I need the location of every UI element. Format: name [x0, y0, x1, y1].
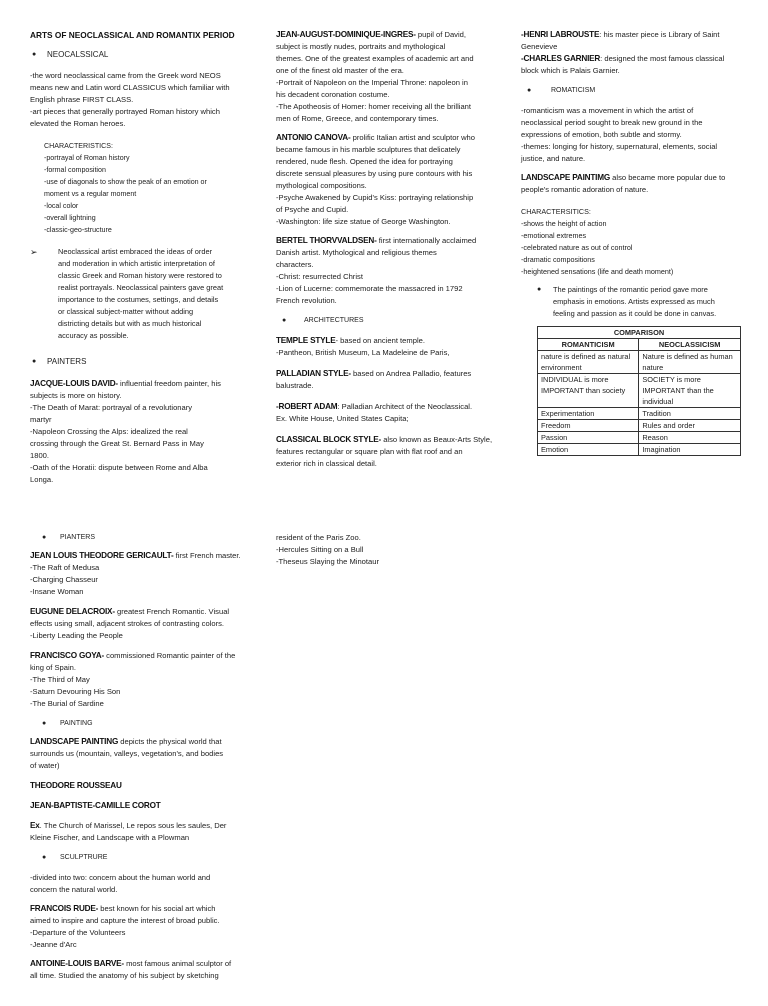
bullet-icon: ● — [32, 51, 37, 58]
text-line: people's romantic adoration of nature. — [521, 185, 649, 194]
text-line: also became more popular due to — [610, 173, 726, 182]
ingres-entry — [276, 29, 494, 125]
section-painting — [30, 718, 248, 730]
section-label: ARCHITECTURES — [304, 317, 364, 324]
section-romanticism — [521, 85, 739, 97]
sculpture-paragraph — [30, 872, 248, 896]
text-line: -Liberty Leading the People — [30, 631, 123, 640]
style-name: PALLADIAN STYLE- — [276, 369, 351, 378]
text-line: means new and Latin word CLASSICUS which familiar with — [30, 83, 230, 92]
table-cell: Tradition — [639, 408, 741, 420]
table-cell: Nature is defined as human nature — [639, 351, 741, 374]
artist-name: JEAN LOUIS THEODORE GERICAULT- — [30, 551, 174, 560]
text-line: -Theseus Slaying the Minotaur — [276, 557, 379, 566]
text-line: accuracy as possible. — [58, 331, 129, 340]
text-line: neoclassical period sought to break new ground in the — [521, 118, 703, 127]
text-line: Kleine Fischer, and Landscape with a Plowman — [30, 833, 190, 842]
bullet-icon: ● — [282, 317, 287, 324]
text-line: Ex. White House, United States Capita; — [276, 414, 409, 423]
text-line: and moderation in which artistic interpretation of — [58, 259, 215, 268]
text-line: -art pieces that generally portrayed Roman history which — [30, 107, 220, 116]
text-line: -heightened sensations (life and death moment) — [521, 267, 674, 276]
text-line: English phrase FIRST CLASS. — [30, 95, 134, 104]
text-line: subject is mostly nudes, portraits and mythological — [276, 42, 446, 51]
column-1 — [30, 29, 248, 492]
text-line: -Pantheon, British Museum, La Madeleine de Paris, — [276, 348, 450, 357]
text-line: also known as Beaux-Arts Style, — [381, 435, 493, 444]
text-line: feeling and passion as it could be done in canvas. — [553, 309, 717, 318]
text-line: The paintings of the romantic period gave more — [553, 285, 708, 294]
text-line: -Napoleon Crossing the Alps: idealized the real — [30, 427, 188, 436]
text-line: resident of the Paris Zoo. — [276, 533, 361, 542]
text-line: all time. Studied the anatomy of his subject by sketching — [30, 971, 219, 980]
artist-name: JEAN-BAPTISTE-CAMILLE COROT — [30, 801, 161, 810]
text-line: -dramatic compositions — [521, 255, 595, 264]
text-line: one of the finest old master of the era. — [276, 66, 404, 75]
document-title: ARTS OF NEOCLASSICAL AND ROMANTIX PERIOD — [30, 30, 235, 40]
characteristics-list — [30, 140, 248, 236]
text-line: : his master piece is Library of Saint — [599, 30, 720, 39]
text-line: characters. — [276, 260, 314, 269]
text-line: -Washington: life size statue of George Washington. — [276, 217, 451, 226]
text-line: aimed to inspire and capture the interest of broad public. — [30, 916, 220, 925]
table-row — [538, 420, 741, 432]
landscape-painting-entry — [30, 736, 248, 772]
table-row — [538, 408, 741, 420]
text-line: subjects is more on history. — [30, 391, 122, 400]
bullet-icon: ● — [42, 854, 47, 861]
text-line: concern the natural world. — [30, 885, 118, 894]
artist-name: THEODORE ROUSSEAU — [30, 781, 122, 790]
text-line: surrounds us (mountain, valleys, vegetation's, and bodies — [30, 749, 224, 758]
bullet-icon: ● — [42, 720, 47, 727]
column-2 — [276, 29, 494, 476]
artist-name: FRANCISCO GOYA- — [30, 651, 105, 660]
text-line: - based on ancient temple. — [335, 336, 425, 345]
landscape-entry — [521, 172, 739, 196]
section-label: PAINTERS — [47, 357, 87, 366]
text-line: -Saturn Devouring His Son — [30, 687, 121, 696]
text-line: exterior rich in classical detail. — [276, 459, 377, 468]
artist-name: BERTEL THORVVALDSEN- — [276, 236, 377, 245]
table-cell: Passion — [538, 432, 639, 444]
text-line: Neoclassical artist embraced the ideas of order — [58, 247, 213, 256]
corot-examples — [30, 820, 248, 844]
style-name: TEMPLE STYLE — [276, 336, 336, 345]
text-line: -The Apotheosis of Homer: homer receiving all the brilliant — [276, 102, 471, 111]
text-line: depicts the physical world that — [118, 737, 222, 746]
text-line: of water) — [30, 761, 60, 770]
section-pianters — [30, 532, 248, 544]
romantic-paintings-bullet — [521, 284, 739, 320]
text-line: best known for his social art which — [98, 904, 216, 913]
text-line: -classic-geo-structure — [44, 226, 112, 234]
canova-entry — [276, 132, 494, 228]
text-line: -use of diagonals to show the peak of an emotion or — [44, 178, 207, 186]
bullet-icon: ● — [42, 534, 47, 541]
text-line: commissioned Romantic painter of the — [104, 651, 236, 660]
text-line: rendered, nude flesh. Opened the idea for portraying — [276, 157, 453, 166]
text-line: balustrade. — [276, 381, 314, 390]
text-line: most famous animal sculptor of — [123, 959, 232, 968]
column-header: NEOCLASSICISM — [639, 339, 741, 351]
text-line: CHARACTERISTICS: — [44, 142, 113, 150]
page2-column-2 — [276, 532, 494, 574]
text-line: -Insane Woman — [30, 587, 84, 596]
thorvaldsen-entry — [276, 235, 494, 307]
delacroix-entry — [30, 606, 248, 642]
text-line: first French master. — [173, 551, 241, 560]
text-line: mythological compositions. — [276, 181, 367, 190]
text-line: -Hercules Sitting on a Bull — [276, 545, 364, 554]
text-line: based on Andrea Palladio, features — [350, 369, 472, 378]
text-line: -portrayal of Roman history — [44, 154, 130, 162]
text-line: -The Death of Marat: portrayal of a revolutionary — [30, 403, 193, 412]
artist-name: EUGUNE DELACROIX- — [30, 607, 115, 616]
section-label: PAINTING — [60, 720, 93, 727]
section-painters — [30, 356, 248, 368]
text-line: block which is Palais Garnier. — [521, 66, 620, 75]
table-cell: Imagination — [639, 444, 741, 456]
table-title-row — [538, 327, 741, 339]
section-neoclassical — [30, 49, 248, 61]
column-header: ROMANTICISM — [538, 339, 639, 351]
text-line: French revolution. — [276, 296, 337, 305]
text-line: -Oath of the Horatii: dispute between Rome and Alba — [30, 463, 208, 472]
text-line: -divided into two: concern about the human world and — [30, 873, 211, 882]
text-line: or classical subject-matter without adding — [58, 307, 194, 316]
bullet-icon: ● — [537, 286, 542, 293]
artist-name: JEAN-AUGUST-DOMINIQUE-INGRES- — [276, 30, 416, 39]
text-line: : Palladian Architect of the Neoclassical. — [337, 402, 473, 411]
text-line: -themes: longing for history, supernatural, elements, social — [521, 142, 718, 151]
text-line: elevated the Roman heroes. — [30, 119, 126, 128]
table-cell: nature is defined as natural environment — [538, 351, 639, 374]
table-row — [538, 444, 741, 456]
section-sculpture — [30, 852, 248, 864]
table-row — [538, 432, 741, 444]
example-label: Ex — [30, 821, 40, 830]
bullet-icon: ● — [32, 358, 37, 365]
text-line: -The Burial of Sardine — [30, 699, 104, 708]
text-line: -Lion of Lucerne: commemorate the massacred in 1792 — [276, 284, 463, 293]
text-line: -overall lightning — [44, 214, 96, 222]
architect-name: -CHARLES GARNIER — [521, 54, 601, 63]
arrow-paragraph — [30, 246, 248, 342]
text-line: themes. One of the greatest examples of academic art and — [276, 54, 474, 63]
bullet-icon: ● — [527, 87, 532, 94]
section-architectures — [276, 315, 494, 327]
topic-name: LANDSCAPE PAINTING — [30, 737, 119, 746]
text-line: -celebrated nature as out of control — [521, 243, 633, 252]
corot-entry — [30, 800, 248, 812]
labrouste-entry — [521, 29, 739, 53]
block-style-entry — [276, 434, 494, 470]
architect-name: -ROBERT ADAM — [276, 402, 338, 411]
text-line: . The Church of Marissel, Le repos sous les saules, Der — [39, 821, 227, 830]
text-line: martyr — [30, 415, 52, 424]
text-line: prolific Italian artist and sculptor who — [350, 133, 475, 142]
barye-entry — [30, 958, 248, 982]
text-line: Genevieve — [521, 42, 558, 51]
text-line: emphasis in emotions. Artists expressed as much — [553, 297, 715, 306]
text-line: expressions of emotion, both subtle and stormy. — [521, 130, 682, 139]
text-line: justice, and nature. — [521, 154, 586, 163]
arrow-bullet-icon: ➢ — [30, 247, 38, 257]
gericault-entry — [30, 550, 248, 598]
table-cell: Freedom — [538, 420, 639, 432]
text-line: 1800. — [30, 451, 50, 460]
section-label: SCULPTRURE — [60, 854, 108, 861]
table-cell: Rules and order — [639, 420, 741, 432]
section-label: PIANTERS — [60, 534, 96, 541]
artist-name: JACQUE-LOUIS DAVID- — [30, 379, 118, 388]
text-line: effects using small, adjacent strokes of contrasting colors. — [30, 619, 225, 628]
text-line: crossing through the Great St. Bernard Pass in May — [30, 439, 204, 448]
text-line: moment vs a regular moment — [44, 190, 137, 198]
comparison-table — [537, 326, 741, 456]
rude-entry — [30, 903, 248, 951]
barye-continued — [276, 532, 494, 568]
text-line: features rectangular or square plan with flat roof and an — [276, 447, 463, 456]
text-line: -emotional extremes — [521, 231, 587, 240]
text-line: -Departure of the Volunteers — [30, 928, 126, 937]
architect-name: -HENRI LABROUSTE — [521, 30, 600, 39]
style-name: CLASSICAL BLOCK STYLE- — [276, 435, 382, 444]
text-line: importance to the costumes, settings, and details — [58, 295, 219, 304]
text-line: -formal composition — [44, 166, 106, 174]
text-line: -the word neoclassical came from the Greek word NEOS — [30, 71, 221, 80]
david-entry — [30, 378, 248, 486]
text-line: -The Third of May — [30, 675, 90, 684]
text-line: became famous in his marble sculptures that delicately — [276, 145, 461, 154]
intro-paragraph — [30, 70, 248, 130]
section-label: NEOCALSSICAL — [47, 50, 109, 59]
table-row — [538, 351, 741, 374]
artist-name: ANTOINE-LOUIS BARVE- — [30, 959, 124, 968]
table-header-row — [538, 339, 741, 351]
column-3 — [521, 29, 739, 456]
temple-entry — [276, 335, 494, 359]
text-line: first internationally acclaimed — [376, 236, 477, 245]
text-line: classic Greek and Roman history were restored to — [58, 271, 222, 280]
text-line: -Psyche Awakened by Cupid's Kiss: portraying relationship — [276, 193, 474, 202]
table-title: COMPARISON — [538, 327, 741, 339]
text-line: men of Rome, Greece, and contemporary times. — [276, 114, 439, 123]
text-line: -The Raft of Medusa — [30, 563, 100, 572]
text-line: districting details but with as much historical — [58, 319, 202, 328]
text-line: -romanticism was a movement in which the artist of — [521, 106, 694, 115]
text-line: his decadent coronation costume. — [276, 90, 390, 99]
palladian-entry — [276, 368, 494, 392]
artist-name: FRANCOIS RUDE- — [30, 904, 99, 913]
page2-column-1 — [30, 532, 248, 988]
text-line: CHARACTERSITICS: — [521, 207, 591, 216]
text-line: pupil of David, — [415, 30, 466, 39]
topic-name: LANDSCAPE PAINTIMG — [521, 173, 611, 182]
text-line: Longa. — [30, 475, 54, 484]
text-line: -Christ: resurrected Christ — [276, 272, 363, 281]
artist-name: ANTONIO CANOVA- — [276, 133, 351, 142]
text-line: influential freedom painter, his — [117, 379, 221, 388]
goya-entry — [30, 650, 248, 710]
adam-entry — [276, 401, 494, 425]
text-line: -Portrait of Napoleon on the Imperial Throne: napoleon in — [276, 78, 468, 87]
text-line: -shows the height of action — [521, 219, 607, 228]
section-label: ROMATICISM — [551, 87, 596, 94]
text-line: realist portrayals. Neoclassical painters gave great — [58, 283, 224, 292]
table-cell: Reason — [639, 432, 741, 444]
text-line: -Charging Chasseur — [30, 575, 98, 584]
romanticism-paragraph — [521, 105, 739, 165]
table-cell: Emotion — [538, 444, 639, 456]
text-line: king of Spain. — [30, 663, 77, 672]
text-line: of Psyche and Cupid. — [276, 205, 349, 214]
text-line: -local color — [44, 202, 79, 210]
text-line: -Jeanne d'Arc — [30, 940, 77, 949]
text-line: discrete sensual pleasures by using pure contours with his — [276, 169, 473, 178]
table-cell: Experimentation — [538, 408, 639, 420]
table-cell: INDIVIDUAL is more IMPORTANT than society — [538, 374, 639, 408]
rousseau-entry — [30, 780, 248, 792]
text-line: : designed the most famous classical — [600, 54, 725, 63]
table-row — [538, 374, 741, 408]
garnier-entry — [521, 53, 739, 77]
romantic-characteristics — [521, 206, 739, 278]
text-line: Danish artist. Mythological and religious themes — [276, 248, 437, 257]
text-line: greatest French Romantic. Visual — [114, 607, 230, 616]
table-cell: SOCIETY is more IMPORTANT than the individual — [639, 374, 741, 408]
